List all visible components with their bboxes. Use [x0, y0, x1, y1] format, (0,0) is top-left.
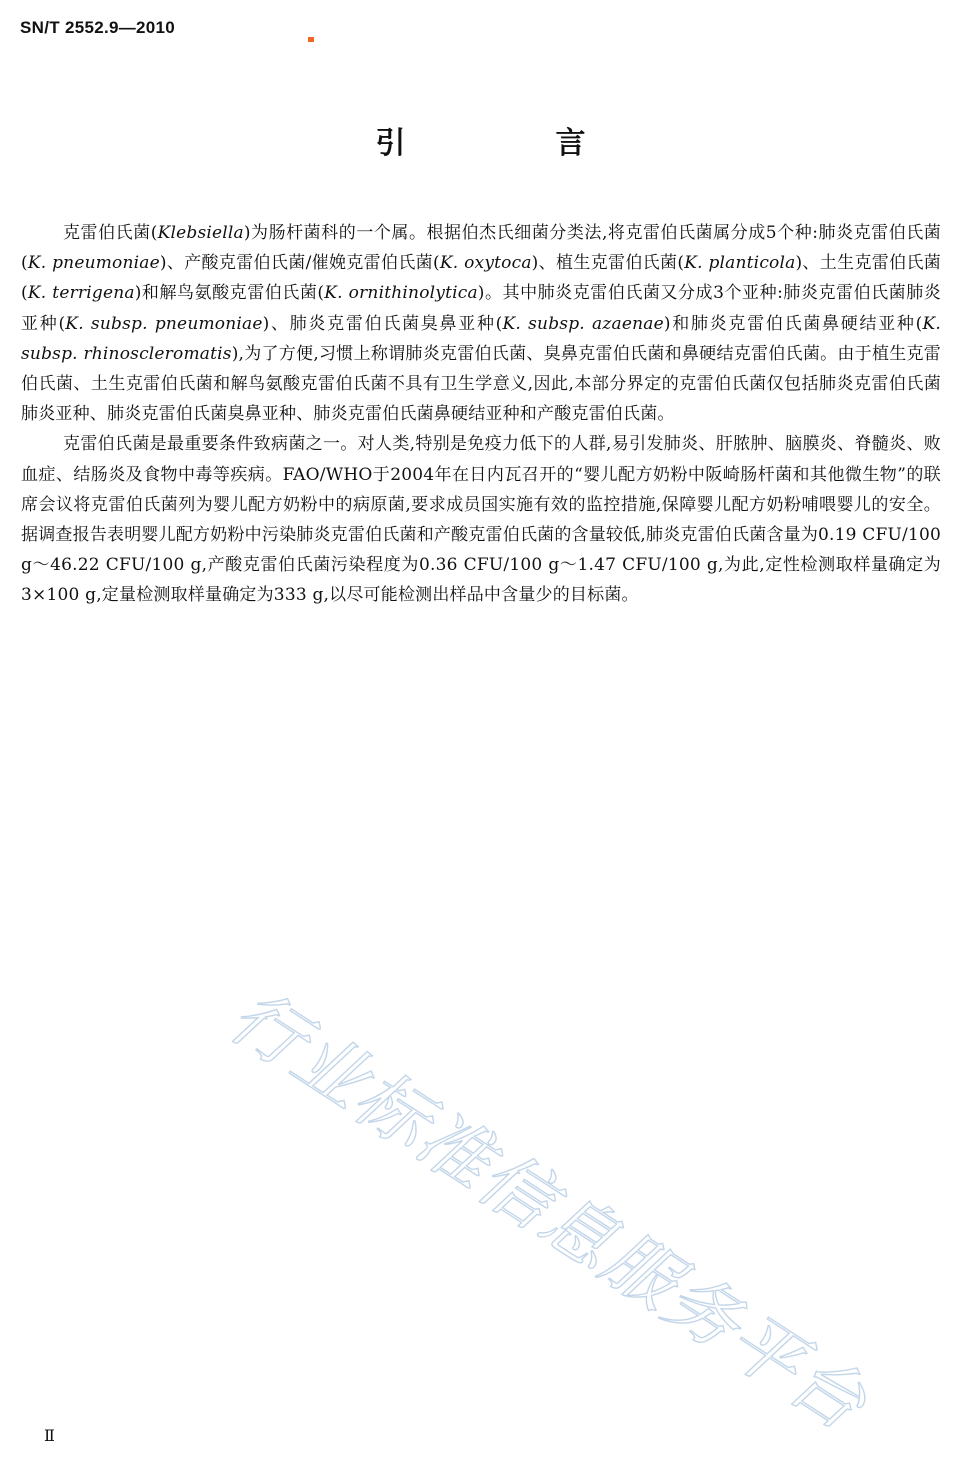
taxon-name: K. terrigena: [27, 283, 135, 304]
text-segment: )、植生克雷伯氏菌(: [531, 253, 685, 274]
paragraph-1: [21, 218, 941, 429]
standard-code: SN/T 2552.9—2010: [20, 18, 176, 37]
introduction-body: [21, 218, 941, 611]
text-segment: )。其中肺炎克雷伯氏菌又分成3个亚种:肺炎克雷伯氏菌肺炎亚种(: [21, 283, 941, 334]
paragraph-2: [21, 429, 941, 610]
taxon-name: K. subsp. pneumoniae: [65, 313, 263, 334]
text-segment: )和肺炎克雷伯氏菌鼻硬结亚种(: [663, 313, 923, 334]
text-segment: ),为了方便,习惯上称谓肺炎克雷伯氏菌、臭鼻克雷伯氏菌和鼻硬结克雷伯氏菌。由于植生克雷伯氏菌、土生克雷伯氏菌和解鸟氨酸克雷伯氏菌不具有卫生学意义,因此,本部分界定的克雷伯氏菌仅包括肺炎克雷伯氏菌肺炎亚种、肺炎克雷伯氏菌臭鼻亚种、肺炎克雷伯氏菌鼻硬结亚种和产酸克雷伯氏菌。: [21, 343, 941, 425]
taxon-name: K. subsp. rhinoscleromatis: [21, 313, 941, 364]
text-segment: )、土生克雷伯氏菌(: [21, 253, 942, 304]
taxon-name: K. pneumoniae: [27, 253, 160, 274]
orange-marker: [308, 37, 314, 42]
taxon-name: K. planticola: [684, 253, 796, 274]
text-segment: )为肠杆菌科的一个属。根据伯杰氏细菌分类法,将克雷伯氏菌属分成5个种:肺炎克雷伯氏菌(: [21, 223, 941, 274]
watermark: 行业标准信息服务平台: [215, 973, 882, 1447]
taxon-name: K. oxytoca: [439, 253, 532, 274]
text-segment: 克雷伯氏菌(: [63, 223, 158, 243]
taxon-name: K. ornithinolytica: [324, 283, 478, 304]
text-segment: )、产酸克雷伯氏菌/催娩克雷伯氏菌(: [159, 253, 440, 274]
taxon-name: K. subsp. azaenae: [502, 313, 664, 334]
text-segment: )、肺炎克雷伯氏菌臭鼻亚种(: [262, 313, 503, 334]
page-number: Ⅱ: [44, 1426, 55, 1445]
page-title: 引 言: [375, 126, 646, 161]
text-segment: 克雷伯氏菌是最重要条件致病菌之一。对人类,特别是免疫力低下的人群,易引发肺炎、肝脓肿、脑膜炎、脊髓炎、败血症、结肠炎及食物中毒等疾病。FAO/WHO于2004年在日内瓦召开的“婴儿配方奶粉中阪崎肠杆菌和其他微生物”的联席会议将克雷伯氏菌列为婴儿配方奶粉中的病原菌,要求成员国实施有效的监控措施,保障婴儿配方奶粉哺喂婴儿的安全。据调查报告表明婴儿配方奶粉中污染肺炎克雷伯氏菌和产酸克雷伯氏菌的含量较低,肺炎克雷伯氏菌含量为0.19 CFU/100 g～46.22 CFU/100 g,产酸克雷伯氏菌污染程度为0.36 CFU/100 g～1.47 CFU/100 g,为此,定性检测取样量确定为3×100 g,定量检测取样量确定为333 g,以尽可能检测出样品中含量少的目标菌。: [21, 434, 941, 606]
text-segment: )和解鸟氨酸克雷伯氏菌(: [134, 283, 325, 304]
taxon-name: Klebsiella: [157, 223, 244, 243]
